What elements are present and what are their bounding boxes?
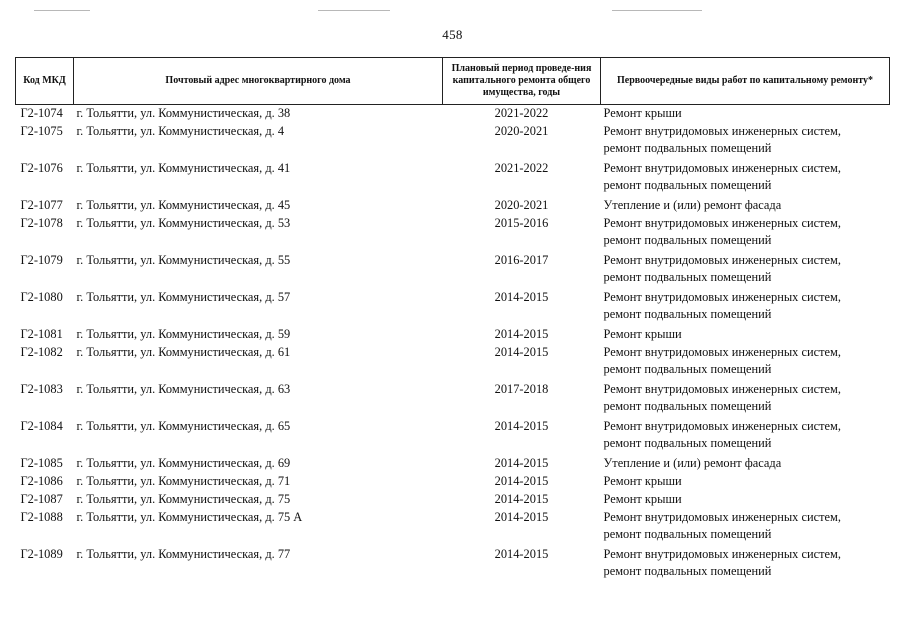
row-works xyxy=(601,509,890,546)
table-body xyxy=(16,105,890,583)
row-address: г. Тольятти, ул. Коммунистическая, д. 61 xyxy=(76,345,291,359)
row-code: Г2-1080 xyxy=(20,290,63,304)
table-row xyxy=(16,197,890,215)
row-code: Г2-1086 xyxy=(20,474,63,488)
row-period: 2020-2021 xyxy=(494,124,549,138)
row-address: г. Тольятти, ул. Коммунистическая, д. 38 xyxy=(76,106,291,120)
work-line: ремонт подвальных помещений xyxy=(603,436,772,450)
row-code: Г2-1088 xyxy=(20,510,63,524)
scan-artifact-left xyxy=(34,10,90,11)
work-line: Ремонт крыши xyxy=(603,492,682,506)
row-code: Г2-1084 xyxy=(20,419,63,433)
table-row xyxy=(16,546,890,582)
table-header-row xyxy=(16,58,890,105)
work-line: ремонт подвальных помещений xyxy=(603,527,772,541)
work-line: ремонт подвальных помещений xyxy=(603,270,772,284)
page-number: 458 xyxy=(442,27,463,42)
table-row xyxy=(16,105,890,124)
row-address: г. Тольятти, ул. Коммунистическая, д. 55 xyxy=(76,253,291,267)
header-address: Почтовый адрес многоквартирного дома xyxy=(74,58,443,105)
row-code: Г2-1076 xyxy=(20,161,63,175)
work-line: Ремонт внутридомовых инженерных систем, xyxy=(603,161,841,175)
work-line: Ремонт крыши xyxy=(603,474,682,488)
row-works xyxy=(601,418,890,455)
row-address: г. Тольятти, ул. Коммунистическая, д. 53 xyxy=(76,216,291,230)
table-row xyxy=(16,289,890,326)
work-line: Утепление и (или) ремонт фасада xyxy=(603,198,782,212)
row-works xyxy=(601,455,890,473)
row-code: Г2-1082 xyxy=(20,345,63,359)
table-row xyxy=(16,473,890,491)
row-works xyxy=(601,252,890,289)
row-address: г. Тольятти, ул. Коммунистическая, д. 4 xyxy=(76,124,285,138)
row-period: 2014-2015 xyxy=(494,474,549,488)
work-line: ремонт подвальных помещений xyxy=(603,362,772,376)
work-line: Ремонт внутридомовых инженерных систем, xyxy=(603,216,841,230)
header-works: Первоочередные виды работ по капитальному ремонту* xyxy=(601,58,890,105)
row-period: 2021-2022 xyxy=(494,161,549,175)
row-code: Г2-1074 xyxy=(20,106,63,120)
scan-artifact-center xyxy=(318,10,390,11)
row-address: г. Тольятти, ул. Коммунистическая, д. 75 xyxy=(76,492,291,506)
row-period: 2017-2018 xyxy=(494,382,549,396)
work-line: Ремонт внутридомовых инженерных систем, xyxy=(603,547,841,561)
row-code: Г2-1078 xyxy=(20,216,63,230)
table-row xyxy=(16,326,890,344)
row-works xyxy=(601,123,890,160)
row-works xyxy=(601,105,890,124)
row-period: 2014-2015 xyxy=(494,492,549,506)
row-code: Г2-1081 xyxy=(20,327,63,341)
capital-repair-table xyxy=(15,57,890,582)
table-row xyxy=(16,418,890,455)
work-line: Ремонт внутридомовых инженерных систем, xyxy=(603,124,841,138)
table-row xyxy=(16,344,890,381)
work-line: ремонт подвальных помещений xyxy=(603,141,772,155)
row-works xyxy=(601,326,890,344)
row-works xyxy=(601,491,890,509)
row-works xyxy=(601,344,890,381)
row-works xyxy=(601,215,890,252)
row-address: г. Тольятти, ул. Коммунистическая, д. 63 xyxy=(76,382,291,396)
work-line: Ремонт внутридомовых инженерных систем, xyxy=(603,382,841,396)
scan-artifact-right xyxy=(612,10,702,11)
row-period: 2014-2015 xyxy=(494,456,549,470)
row-address: г. Тольятти, ул. Коммунистическая, д. 59 xyxy=(76,327,291,341)
row-address: г. Тольятти, ул. Коммунистическая, д. 57 xyxy=(76,290,291,304)
row-period: 2014-2015 xyxy=(494,345,549,359)
row-works xyxy=(601,381,890,418)
table-row xyxy=(16,491,890,509)
row-address: г. Тольятти, ул. Коммунистическая, д. 45 xyxy=(76,198,291,212)
row-address: г. Тольятти, ул. Коммунистическая, д. 75 А xyxy=(76,510,303,524)
row-period: 2021-2022 xyxy=(494,106,549,120)
work-line: ремонт подвальных помещений xyxy=(603,564,772,578)
row-address: г. Тольятти, ул. Коммунистическая, д. 65 xyxy=(76,419,291,433)
header-code: Код МКД xyxy=(16,58,74,105)
row-code: Г2-1083 xyxy=(20,382,63,396)
row-period: 2014-2015 xyxy=(494,510,549,524)
row-period: 2020-2021 xyxy=(494,198,549,212)
row-code: Г2-1079 xyxy=(20,253,63,267)
table-row xyxy=(16,160,890,197)
work-line: Ремонт крыши xyxy=(603,106,682,120)
work-line: ремонт подвальных помещений xyxy=(603,307,772,321)
work-line: ремонт подвальных помещений xyxy=(603,233,772,247)
work-line: Ремонт внутридомовых инженерных систем, xyxy=(603,345,841,359)
row-works xyxy=(601,546,890,582)
row-works xyxy=(601,197,890,215)
table-row xyxy=(16,381,890,418)
work-line: Утепление и (или) ремонт фасада xyxy=(603,456,782,470)
header-period: Плановый период проведе-ния капитального ремонта общего имущества, годы xyxy=(443,58,601,105)
row-period: 2014-2015 xyxy=(494,419,549,433)
work-line: Ремонт внутридомовых инженерных систем, xyxy=(603,510,841,524)
row-address: г. Тольятти, ул. Коммунистическая, д. 77 xyxy=(76,547,291,561)
work-line: ремонт подвальных помещений xyxy=(603,399,772,413)
row-code: Г2-1077 xyxy=(20,198,63,212)
row-code: Г2-1087 xyxy=(20,492,63,506)
row-address: г. Тольятти, ул. Коммунистическая, д. 69 xyxy=(76,456,291,470)
row-period: 2014-2015 xyxy=(494,547,549,561)
work-line: ремонт подвальных помещений xyxy=(603,178,772,192)
work-line: Ремонт внутридомовых инженерных систем, xyxy=(603,419,841,433)
table-row xyxy=(16,252,890,289)
row-works xyxy=(601,160,890,197)
row-period: 2016-2017 xyxy=(494,253,549,267)
table-row xyxy=(16,509,890,546)
row-period: 2014-2015 xyxy=(494,290,549,304)
row-code: Г2-1085 xyxy=(20,456,63,470)
work-line: Ремонт внутридомовых инженерных систем, xyxy=(603,253,841,267)
work-line: Ремонт крыши xyxy=(603,327,682,341)
table-row xyxy=(16,215,890,252)
table-row xyxy=(16,455,890,473)
row-period: 2014-2015 xyxy=(494,327,549,341)
row-code: Г2-1075 xyxy=(20,124,63,138)
row-address: г. Тольятти, ул. Коммунистическая, д. 41 xyxy=(76,161,291,175)
row-address: г. Тольятти, ул. Коммунистическая, д. 71 xyxy=(76,474,291,488)
row-code: Г2-1089 xyxy=(20,547,63,561)
row-period: 2015-2016 xyxy=(494,216,549,230)
table-row xyxy=(16,123,890,160)
row-works xyxy=(601,473,890,491)
work-line: Ремонт внутридомовых инженерных систем, xyxy=(603,290,841,304)
row-works xyxy=(601,289,890,326)
